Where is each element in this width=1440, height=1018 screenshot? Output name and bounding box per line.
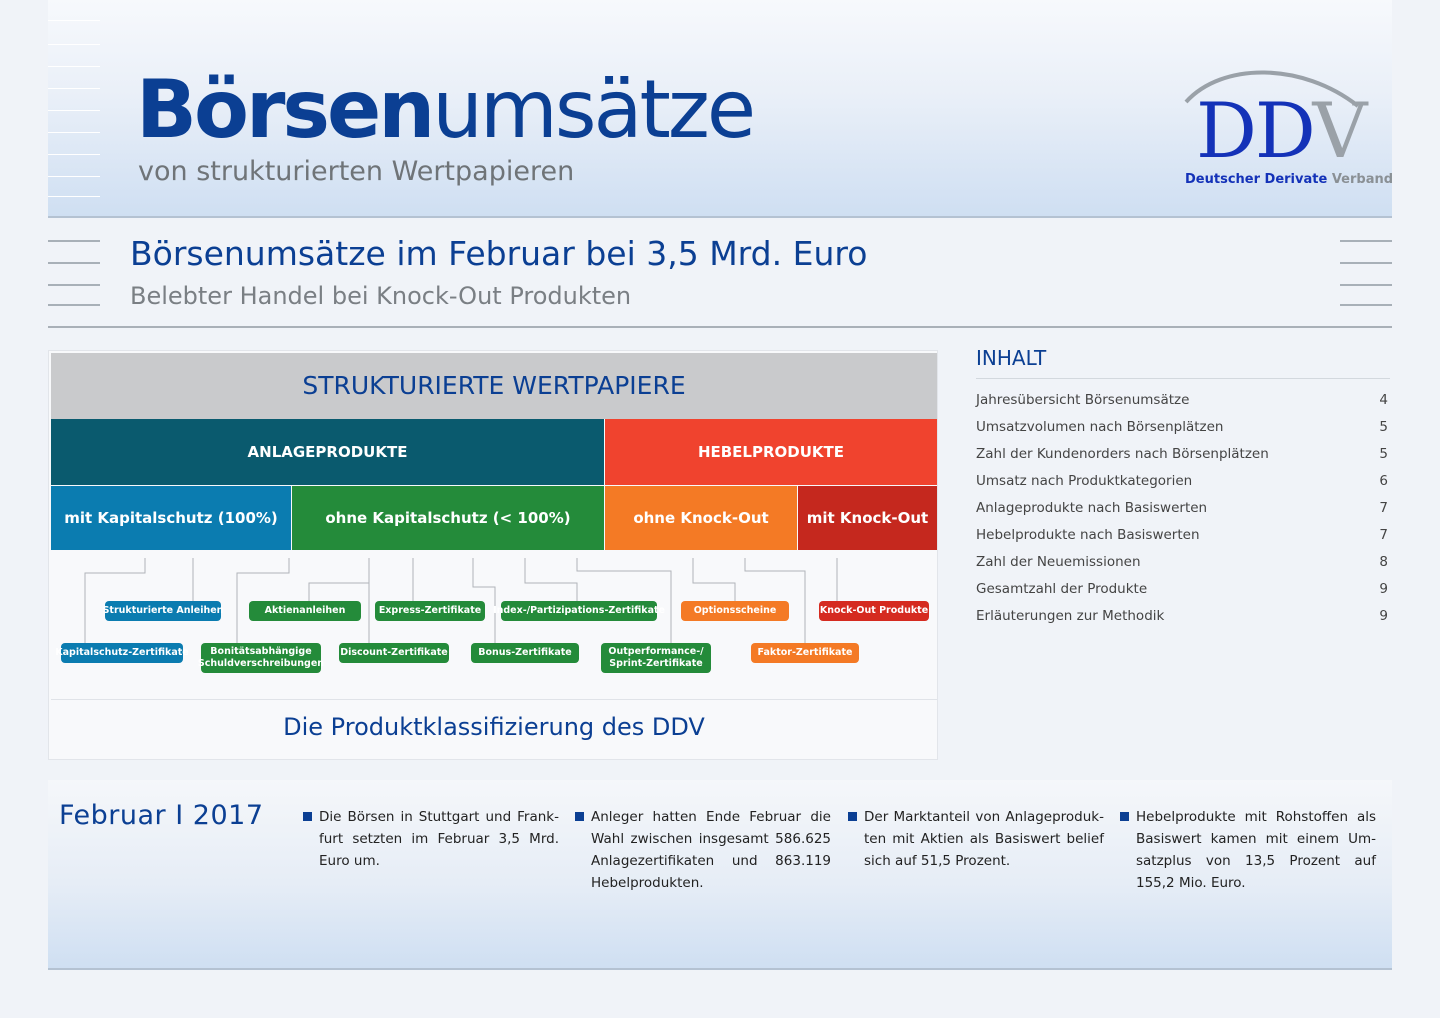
headline-section (48, 220, 1392, 328)
bullet-square-icon (848, 812, 857, 821)
toc-title: INHALT (976, 346, 1047, 370)
summary-bullet-text: Anleger hatten Ende Februar die Wahl zwischen insgesamt 586.625 Anlagezertifikaten und 863.119 Hebelprodukten. (591, 809, 831, 891)
toc-item-label: Anlageprodukte nach Basiswerten (976, 500, 1208, 516)
logo-sub-a: Deutscher Derivate (1185, 172, 1328, 187)
toc-divider (976, 378, 1390, 379)
col-mit-kapitalschutz: mit Kapitalschutz (100%) (51, 486, 291, 550)
anlageprodukte-box: ANLAGEPRODUKTE (51, 419, 604, 485)
diagram-top-label: STRUKTURIERTE WERTPAPIERE (302, 371, 686, 400)
logo-letters-dd: DD (1196, 86, 1313, 175)
toc-item-page: 9 (1379, 608, 1388, 624)
toc-item[interactable] (976, 473, 1390, 495)
pill-index-zertifikate: Index-/Partizipations-Zertifikate (501, 601, 657, 621)
summary-bullet (591, 806, 831, 894)
page (48, 0, 1392, 1018)
headline-title: Börsenumsätze im Februar bei 3,5 Mrd. Euro (130, 234, 868, 273)
toc-item-label: Umsatzvolumen nach Börsenplätzen (976, 419, 1224, 435)
report-title-regular: umsätze (432, 63, 754, 156)
hebelprodukte-box: HEBELPRODUKTE (605, 419, 937, 485)
toc-item-label: Zahl der Neuemissionen (976, 554, 1141, 570)
pill-outperf-line1: Outperformance-/ (608, 646, 704, 657)
header-banner (48, 0, 1392, 218)
pill-discount-zertifikate: Discount-Zertifikate (339, 643, 449, 663)
logo-sub-b: Verband (1331, 172, 1394, 187)
pill-kapitalschutz-zertifikate: Kapitalschutz-Zertifikate (61, 643, 183, 663)
bullet-square-icon (1120, 812, 1129, 821)
diagram-caption: Die Produktklassifizierung des DDV (283, 713, 705, 741)
toc-item[interactable] (976, 608, 1390, 630)
toc-item-label: Gesamtzahl der Produkte (976, 581, 1148, 597)
toc-item[interactable] (976, 392, 1390, 414)
toc-item-label: Umsatz nach Produktkategorien (976, 473, 1193, 489)
summary-bullet (1136, 806, 1376, 894)
toc-item-page: 5 (1379, 419, 1388, 435)
bullet-square-icon (303, 812, 312, 821)
summary-bullet (319, 806, 559, 872)
logo-letter-v: V (1312, 86, 1366, 175)
pill-optionsscheine: Optionsscheine (681, 601, 789, 621)
logo-letters (1196, 88, 1365, 174)
pill-bonitaetsabhaengige (197, 643, 325, 673)
toc-item[interactable] (976, 581, 1390, 603)
ddv-logo (1182, 66, 1394, 196)
pill-bonitaet-line1: Bonitätsabhängige (210, 646, 312, 657)
report-subtitle: von strukturierten Wertpapieren (138, 156, 575, 187)
toc-item-label: Jahresübersicht Börsenumsätze (976, 392, 1190, 408)
summary-bullet (864, 806, 1104, 872)
headline-subtitle: Belebter Handel bei Knock-Out Produkten (130, 282, 632, 310)
pill-knockout-produkte: Knock-Out Produkte (819, 601, 929, 621)
pill-strukturierte-anleihen: Strukturierte Anleihen (105, 601, 221, 621)
summary-bullet-text: Die Börsen in Stuttgart und Frank-furt setzten im Februar 3,5 Mrd. Euro um. (319, 809, 559, 869)
col-ohne-knockout: ohne Knock-Out (605, 486, 797, 550)
toc-item-page: 5 (1379, 446, 1388, 462)
col-ohne-kapitalschutz: ohne Kapitalschutz (< 100%) (292, 486, 604, 550)
pill-bonitaet-line2: Schuldverschreibungen (197, 658, 325, 669)
toc-item-page: 8 (1379, 554, 1388, 570)
toc-item-page: 7 (1379, 500, 1388, 516)
toc-item[interactable] (976, 527, 1390, 549)
pill-aktienanleihen: Aktienanleihen (249, 601, 361, 621)
col-mit-knockout: mit Knock-Out (798, 486, 937, 550)
toc-item[interactable] (976, 419, 1390, 441)
summary-bullet-text: Hebelprodukte mit Rohstoffen als Basiswert kamen mit einem Um-satzplus von 13,5 Prozent auf 155,2 Mio. Euro. (1136, 809, 1376, 891)
toc-item-page: 6 (1379, 473, 1388, 489)
pill-outperf-line2: Sprint-Zertifikate (609, 658, 703, 669)
report-date: Februar I 2017 (59, 800, 264, 831)
toc-item[interactable] (976, 446, 1390, 468)
toc-item-label: Hebelprodukte nach Basiswerten (976, 527, 1200, 543)
pill-faktor-zertifikate: Faktor-Zertifikate (751, 643, 859, 663)
toc-item-label: Zahl der Kundenorders nach Börsenplätzen (976, 446, 1269, 462)
toc-item-page: 4 (1379, 392, 1388, 408)
toc-item-page: 9 (1379, 581, 1388, 597)
pill-bonus-zertifikate: Bonus-Zertifikate (471, 643, 579, 663)
report-title-bold: Börsen (136, 63, 433, 156)
summary-section (48, 780, 1392, 970)
pill-express-zertifikate: Express-Zertifikate (375, 601, 485, 621)
toc-item-page: 7 (1379, 527, 1388, 543)
bullet-square-icon (575, 812, 584, 821)
report-title (136, 60, 753, 160)
logo-subtitle (1185, 172, 1393, 187)
toc-item-label: Erläuterungen zur Methodik (976, 608, 1165, 624)
pill-outperformance (601, 643, 711, 673)
diagram-divider (51, 699, 937, 700)
product-classification-diagram (48, 350, 938, 760)
toc-item[interactable] (976, 554, 1390, 576)
toc-item[interactable] (976, 500, 1390, 522)
summary-bullet-text: Der Marktanteil von Anlageproduk-ten mit Aktien als Basiswert belief sich auf 51,5 Prozent. (864, 809, 1104, 869)
